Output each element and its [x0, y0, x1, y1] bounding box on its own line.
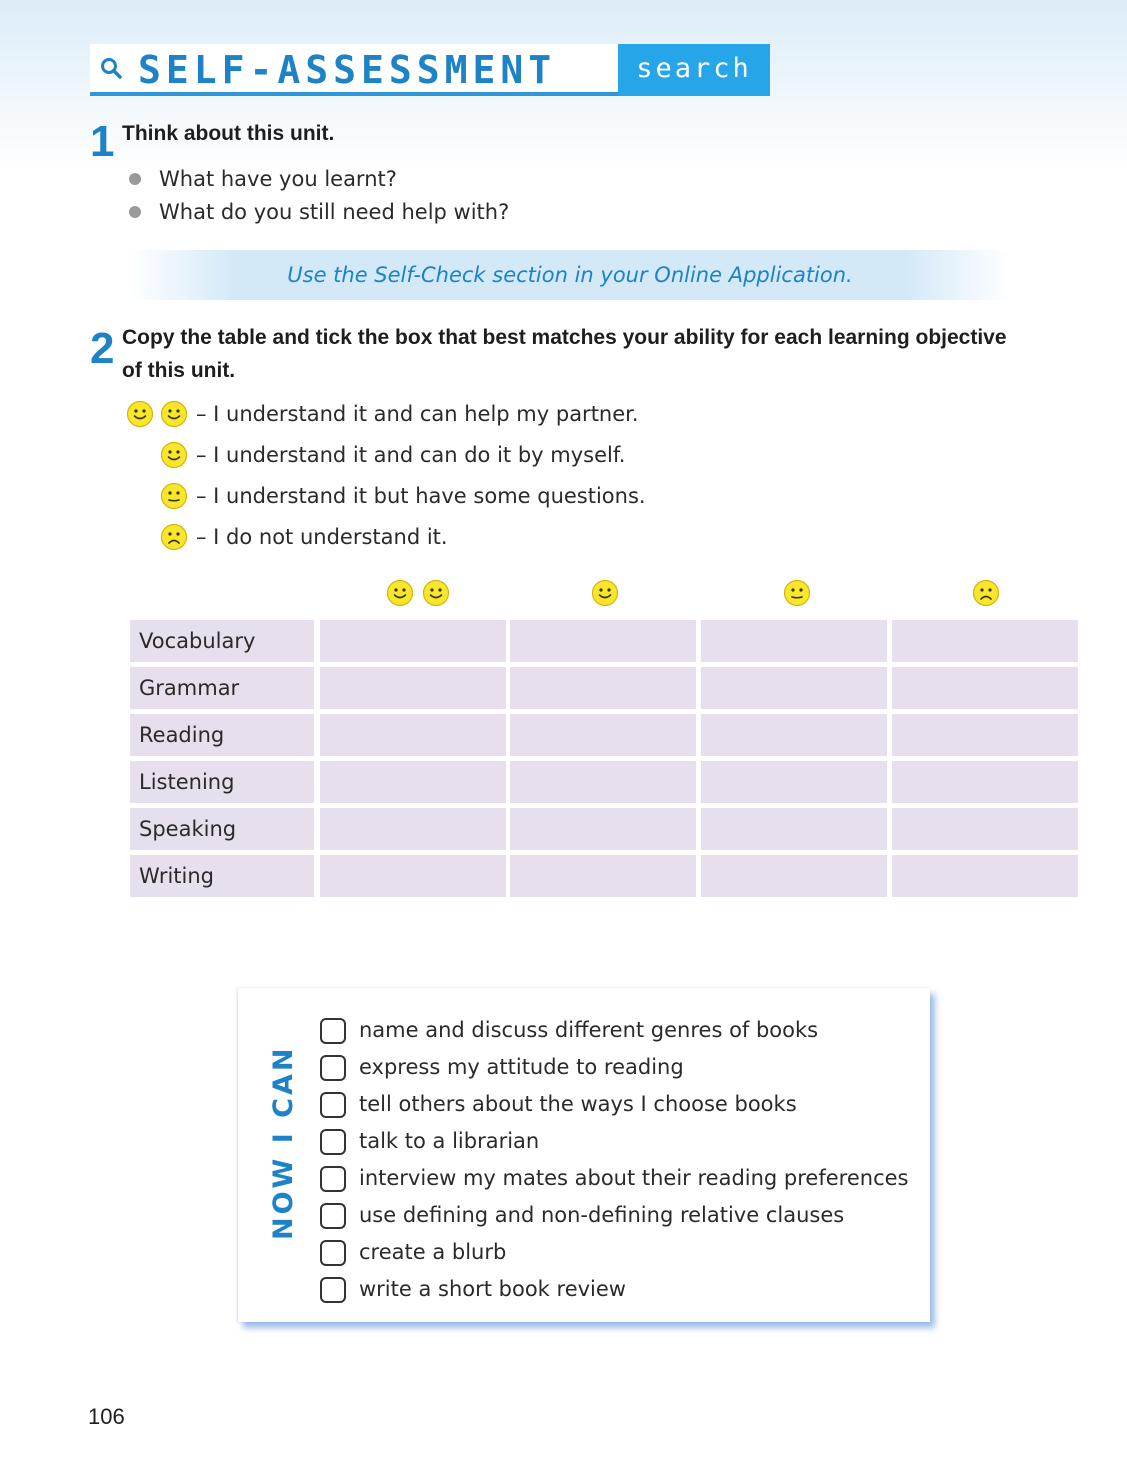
smiley-icon — [160, 441, 188, 469]
now-i-can-label: NOW I CAN — [268, 1045, 299, 1240]
legend-text: – I understand it but have some questions. — [196, 484, 646, 508]
tick-cell[interactable] — [892, 761, 1078, 803]
page-title: SELF-ASSESSMENT — [138, 48, 557, 92]
tick-cell[interactable] — [892, 620, 1078, 662]
title-box — [90, 44, 618, 96]
tick-cell[interactable] — [510, 714, 696, 756]
smiley-icon — [422, 579, 450, 607]
now-i-can-item: write a short book review — [359, 1277, 626, 1301]
online-app-banner: Use the Self-Check section in your Online Application. — [130, 250, 1010, 300]
section-1-number: 1 — [90, 117, 115, 166]
frown-face-icon — [160, 523, 188, 551]
bullet-dot — [129, 173, 141, 185]
tick-cell[interactable] — [320, 855, 506, 897]
now-i-can-item: express my attitude to reading — [359, 1055, 684, 1079]
tick-cell[interactable] — [320, 808, 506, 850]
bullet-dot — [129, 206, 141, 218]
tick-cell[interactable] — [701, 667, 887, 709]
row-label: Grammar — [130, 667, 314, 709]
tick-cell[interactable] — [320, 761, 506, 803]
neutral-face-icon — [160, 482, 188, 510]
tick-cell[interactable] — [701, 855, 887, 897]
checkbox[interactable] — [320, 1203, 346, 1229]
now-i-can-item: use defining and non-defining relative clauses — [359, 1203, 845, 1227]
now-i-can-item: interview my mates about their reading preferences — [359, 1166, 909, 1190]
now-i-can-item: talk to a librarian — [359, 1129, 540, 1153]
checkbox[interactable] — [320, 1055, 346, 1081]
checkbox[interactable] — [320, 1240, 346, 1266]
bullet-text: What do you still need help with? — [159, 200, 510, 224]
row-label: Listening — [130, 761, 314, 803]
tick-cell[interactable] — [701, 808, 887, 850]
checkbox[interactable] — [320, 1277, 346, 1303]
bullet-item — [159, 163, 397, 195]
tick-cell[interactable] — [510, 667, 696, 709]
section-header — [90, 44, 770, 98]
magnifier-icon — [100, 57, 122, 79]
row-label: Writing — [130, 855, 314, 897]
tick-cell[interactable] — [701, 714, 887, 756]
tick-cell[interactable] — [320, 620, 506, 662]
page-number: 106 — [88, 1404, 125, 1429]
section-2-number: 2 — [90, 324, 115, 373]
tick-cell[interactable] — [701, 620, 887, 662]
now-i-can-item: name and discuss different genres of books — [359, 1018, 819, 1042]
now-i-can-item: create a blurb — [359, 1240, 507, 1264]
checkbox[interactable] — [320, 1166, 346, 1192]
section-2-heading-line2: of this unit. — [122, 359, 236, 382]
checkbox[interactable] — [320, 1018, 346, 1044]
legend-text: – I understand it and can help my partner. — [196, 402, 639, 426]
tick-cell[interactable] — [892, 855, 1078, 897]
bullet-text: What have you learnt? — [159, 167, 397, 191]
tick-cell[interactable] — [320, 667, 506, 709]
section-2-heading-line1: Copy the table and tick the box that best matches your ability for each learning objective — [122, 326, 1007, 349]
smiley-icon — [591, 579, 619, 607]
row-label: Speaking — [130, 808, 314, 850]
checkbox[interactable] — [320, 1129, 346, 1155]
tick-cell[interactable] — [510, 761, 696, 803]
tick-cell[interactable] — [701, 761, 887, 803]
smiley-icon — [386, 579, 414, 607]
search-tag: search — [618, 44, 770, 96]
tick-cell[interactable] — [510, 855, 696, 897]
tick-cell[interactable] — [892, 714, 1078, 756]
tick-cell[interactable] — [510, 620, 696, 662]
tick-cell[interactable] — [510, 808, 696, 850]
legend-text: – I understand it and can do it by myself. — [196, 443, 626, 467]
frown-face-icon — [972, 579, 1000, 607]
neutral-face-icon — [783, 579, 811, 607]
row-label: Vocabulary — [130, 620, 314, 662]
tick-cell[interactable] — [892, 808, 1078, 850]
checkbox[interactable] — [320, 1092, 346, 1118]
tick-cell[interactable] — [892, 667, 1078, 709]
section-1-heading: Think about this unit. — [122, 122, 335, 145]
legend-text: – I do not understand it. — [196, 525, 448, 549]
tick-cell[interactable] — [320, 714, 506, 756]
smiley-icon — [126, 400, 154, 428]
bullet-item — [159, 196, 509, 228]
row-label: Reading — [130, 714, 314, 756]
smiley-icon — [160, 400, 188, 428]
now-i-can-item: tell others about the ways I choose books — [359, 1092, 797, 1116]
